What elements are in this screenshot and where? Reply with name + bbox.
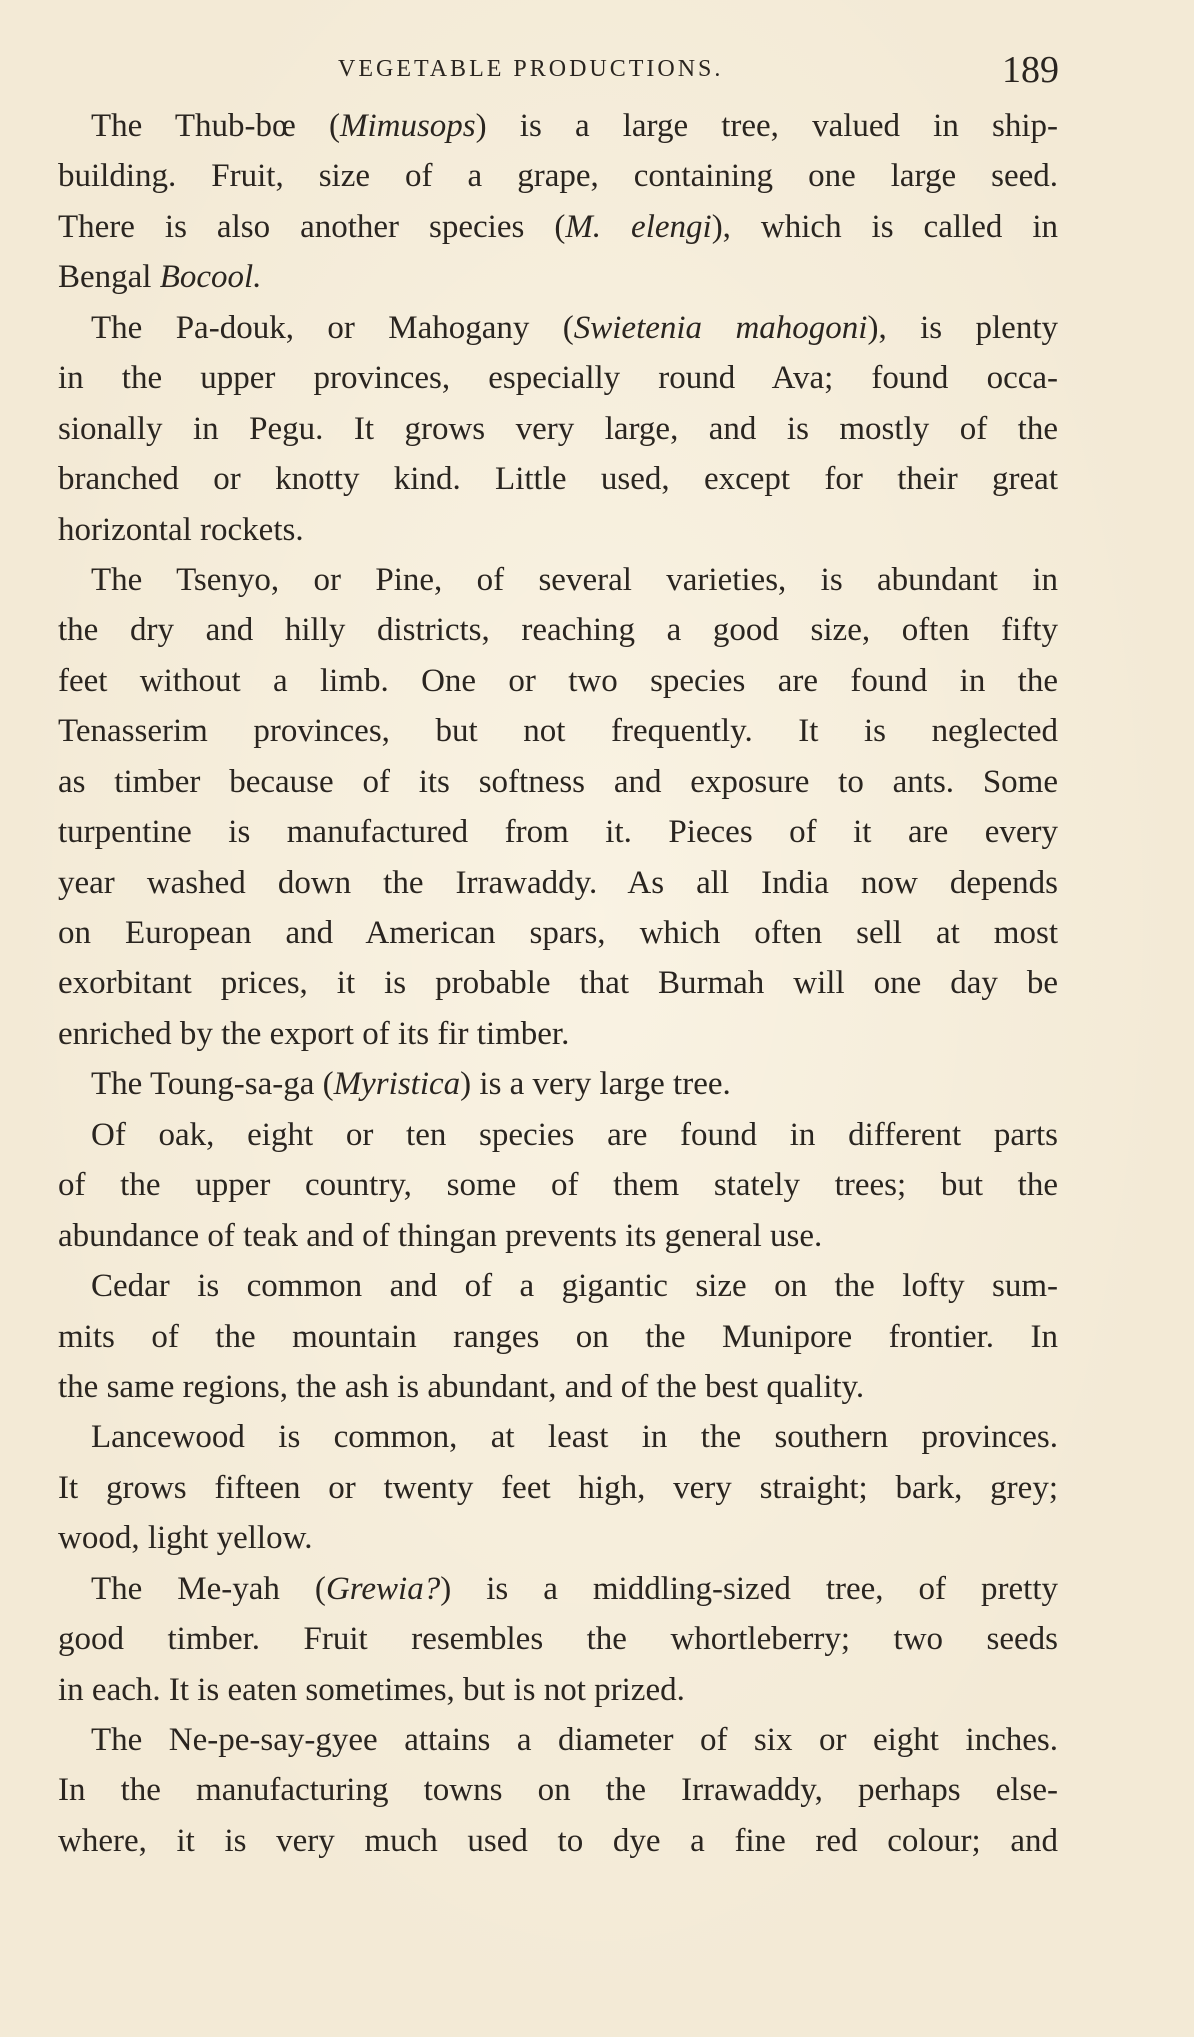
text-line: Of oak, eight or ten species are found in different parts	[91, 1116, 1058, 1153]
text-line: The Thub-bœ (Mimusops) is a large tree, valued in ship-	[91, 108, 1058, 144]
text-line: the same regions, the ash is abundant, and of the best quality.	[58, 1368, 865, 1405]
text-line: horizontal rockets.	[58, 511, 304, 548]
text-line: year washed down the Irrawaddy. As all India now depends	[58, 864, 1058, 901]
text-line: Lancewood is common, at least in the southern provinces.	[91, 1419, 1058, 1456]
text-line: as timber because of its softness and exposure to ants. Some	[58, 763, 1058, 800]
text-line: It grows fifteen or twenty feet high, very straight; bark, grey;	[58, 1469, 1058, 1506]
text-line: wood, light yellow.	[58, 1520, 313, 1557]
text-line: branched or knotty kind. Little used, except for their great	[58, 461, 1058, 498]
text-line: feet without a limb. One or two species are found in the	[58, 662, 1058, 699]
text-line: sionally in Pegu. It grows very large, and is mostly of the	[58, 410, 1058, 447]
text-line: building. Fruit, size of a grape, containing one large seed.	[58, 158, 1058, 195]
text-line: where, it is very much used to dye a fine red colour; and	[58, 1822, 1058, 1859]
italic-name: Myristica	[333, 1066, 461, 1103]
text-line: of the upper country, some of them stately trees; but the	[58, 1167, 1058, 1204]
text-line: the dry and hilly districts, reaching a good size, often fifty	[58, 612, 1058, 649]
italic-name: Grewia?	[325, 1570, 441, 1607]
running-head	[0, 48, 1194, 98]
text-line: mits of the mountain ranges on the Munipore frontier. In	[58, 1318, 1058, 1355]
text-line: The Tsenyo, or Pine, of several varieties, is abundant in	[91, 561, 1058, 598]
text-line: The Ne-pe-say-gyee attains a diameter of six or eight inches.	[91, 1722, 1058, 1758]
text-line: Bengal Bocool.	[58, 259, 262, 296]
page-number: 189	[1002, 49, 1059, 91]
text-line: The Toung-sa-ga (Myristica) is a very large tree.	[91, 1066, 731, 1103]
text-line: good timber. Fruit resembles the whortleberry; two seeds	[58, 1621, 1058, 1658]
text-line: exorbitant prices, it is probable that Burmah will one day be	[58, 965, 1058, 1002]
text-line: Cedar is common and of a gigantic size on the lofty sum-	[91, 1268, 1058, 1305]
text-line: The Me-yah (Grewia?) is a middling-sized tree, of pretty	[91, 1570, 1059, 1607]
italic-name: M. elengi	[565, 208, 712, 245]
text-line: The Pa-douk, or Mahogany (Swietenia mahogoni), is plenty	[91, 309, 1058, 346]
body-text	[58, 101, 1058, 1866]
text-line: There is also another species (M. elengi), which is called in	[58, 208, 1058, 245]
text-line: on European and American spars, which often sell at most	[58, 915, 1058, 951]
text-line: Tenasserim provinces, but not frequently. It is neglected	[58, 713, 1058, 750]
text-line: in each. It is eaten sometimes, but is not prized.	[58, 1671, 685, 1708]
running-title: VEGETABLE PRODUCTIONS.	[338, 56, 724, 82]
text-line: In the manufacturing towns on the Irrawaddy, perhaps else-	[58, 1772, 1058, 1809]
italic-name: Swietenia mahogoni	[573, 309, 868, 346]
text-line: enriched by the export of its fir timber.	[58, 1015, 570, 1052]
text-line: turpentine is manufactured from it. Pieces of it are every	[58, 814, 1058, 851]
text-line: abundance of teak and of thingan prevents its general use.	[58, 1217, 823, 1254]
italic-name: Mimusops	[339, 108, 476, 144]
text-line: in the upper provinces, especially round Ava; found occa-	[58, 360, 1058, 397]
italic-name: Bocool.	[159, 259, 262, 296]
